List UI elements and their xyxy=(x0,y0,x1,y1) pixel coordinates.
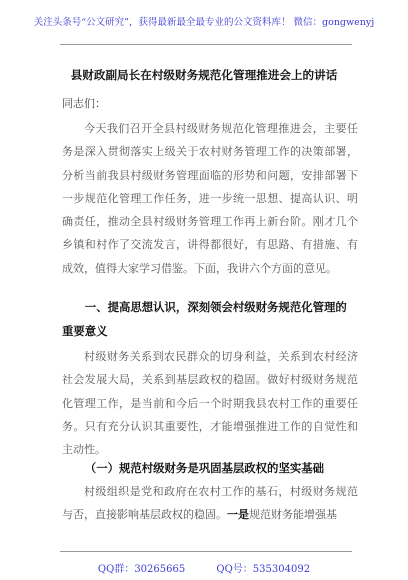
page-header: 关注头条号“公文研究”，获得最新最全最专业的公文资料库！ 微信：gongwenyj xyxy=(33,17,375,28)
paragraph-subsection1-tail: 规范财务能增强基 xyxy=(249,508,337,522)
greeting: 同志们： xyxy=(62,97,106,110)
section-heading-1: 一、提高思想认识，深刻领会村级财务规范化管理的重要意义 xyxy=(62,300,347,338)
footer-rule xyxy=(60,551,352,552)
header-rule xyxy=(60,44,352,45)
document-title: 县财政副局长在村级财务规范化管理推进会上的讲话 xyxy=(70,68,338,82)
footer-qq-number: QQ号：535304092 xyxy=(216,564,311,575)
paragraph-subsection1 xyxy=(62,480,358,527)
paragraph-subsection1-text: 村级组织是党和政府在农村工作的基石，村级财务规范与否，直接影响基层政权的稳固。 xyxy=(62,485,358,522)
subsection-heading-1: （一）规范村级财务是巩固基层政权的坚实基础 xyxy=(84,461,325,475)
paragraph-section1: 村级财务关系到农民群众的切身利益，关系到农村经济社会发展大局，关系到基层政权的稳固。做好村级财务规范化管理工作，是当前和今后一个时期我县农村工作的重要任务。只有充分认识其重要性，才能增强推进工作的自觉性和主动性。 xyxy=(62,350,358,457)
paragraph-intro: 今天我们召开全县村级财务规范化管理推进会，主要任务是深入贯彻落实上级关于农村财务管理工作的决策部署，分析当前我县村级财务管理面临的形势和问题，安排部署下一步规范化管理工作任务，进一步统一思想、提高认识、明确责任，推动全县村级财务管理工作再上新台阶。刚才几个乡镇和村作了交流发言，讲得都很好，有思路、有措施、有成效，值得大家学习借鉴。下面，我讲六个方面的意见。 xyxy=(62,122,358,275)
footer-qq-group: QQ群：30265665 xyxy=(97,564,186,575)
paragraph-subsection1-bold: 一是 xyxy=(227,508,249,522)
page-footer xyxy=(0,560,408,575)
